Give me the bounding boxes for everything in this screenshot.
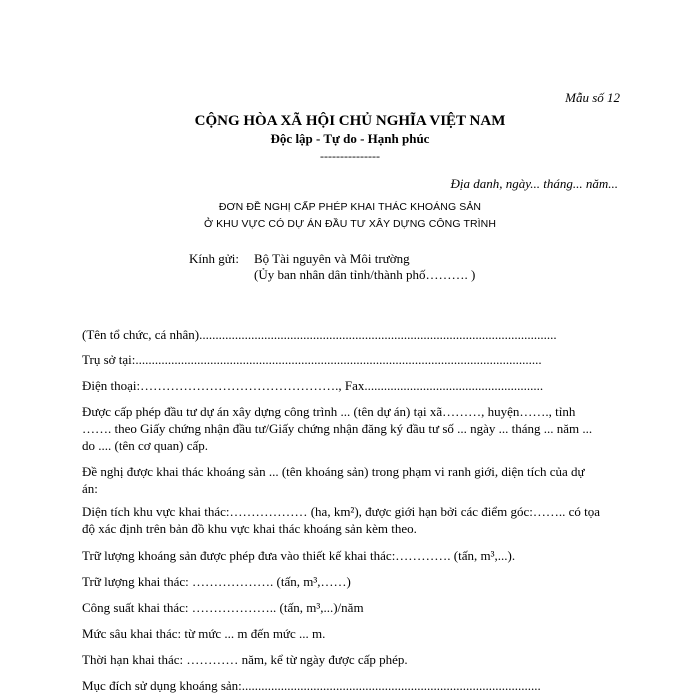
national-title: CỘNG HÒA XÃ HỘI CHỦ NGHĨA VIỆT NAM: [194, 113, 506, 129]
investment-license-paragraph: Được cấp phép đầu tư dự án xây dựng công trình ... (tên dự án) tại xã………, huyện……., tỉnh ……. theo Giấy chứng nhận đầu tư/Giấy chứng nhận đăng ký đầu tư số ... ngày ... tháng ... năm ... do .... (tên cơ quan) cấp.: [82, 404, 593, 453]
document-title-line-1: ĐƠN ĐỀ NGHỊ CẤP PHÉP KHAI THÁC KHOÁNG SẢN: [218, 201, 482, 213]
purpose-field: Mục đích sử dụng khoáng sản:............................................................................................: [82, 678, 541, 693]
duration-field: Thời hạn khai thác: ………… năm, kể từ ngày được cấp phép.: [82, 652, 408, 667]
form-number: Mẫu số 12: [565, 90, 620, 105]
reserve-design-field: Trữ lượng khoáng sản được phép đưa vào thiết kế khai thác:…………. (tấn, m³,...).: [82, 548, 516, 563]
org-name-field: (Tên tổ chức, cá nhân)..............................................................................................................: [82, 327, 557, 342]
head-office-field: Trụ sở tại:.............................................................................................................................: [82, 352, 542, 367]
national-motto: Độc lập - Tự do - Hạnh phúc: [270, 131, 430, 146]
capacity-field: Công suất khai thác: ……………….. (tấn, m³,...)/năm: [82, 600, 364, 615]
request-paragraph: Đề nghị được khai thác khoáng sản ... (tên khoáng sản) trong phạm vi ranh giới, diện tích của dự án:: [82, 464, 585, 496]
recipient-line-2: (Ủy ban nhân dân tỉnh/thành phố………. ): [254, 267, 476, 282]
header-separator: ---------------: [320, 149, 380, 163]
document-title-line-2: Ở KHU VỰC CÓ DỰ ÁN ĐẦU TƯ XÂY DỰNG CÔNG TRÌNH: [203, 218, 497, 230]
phone-fax-field: Điện thoại:………………………………………., Fax.......................................................: [82, 378, 544, 393]
recipient-line-1: Bộ Tài nguyên và Môi trường: [254, 251, 410, 266]
reserve-exploit-field: Trữ lượng khai thác: ………………. (tấn, m³,……): [82, 574, 351, 589]
area-paragraph: Diện tích khu vực khai thác:……………… (ha, km²), được giới hạn bởi các điểm góc:…….. có tọa độ xác định trên bản đồ khu vực khai thác khoáng sản kèm theo.: [82, 504, 601, 536]
depth-field: Mức sâu khai thác: từ mức ... m đến mức ... m.: [82, 626, 326, 641]
recipient-label: Kính gửi:: [189, 251, 240, 266]
place-date: Địa danh, ngày... tháng... năm...: [450, 176, 618, 191]
